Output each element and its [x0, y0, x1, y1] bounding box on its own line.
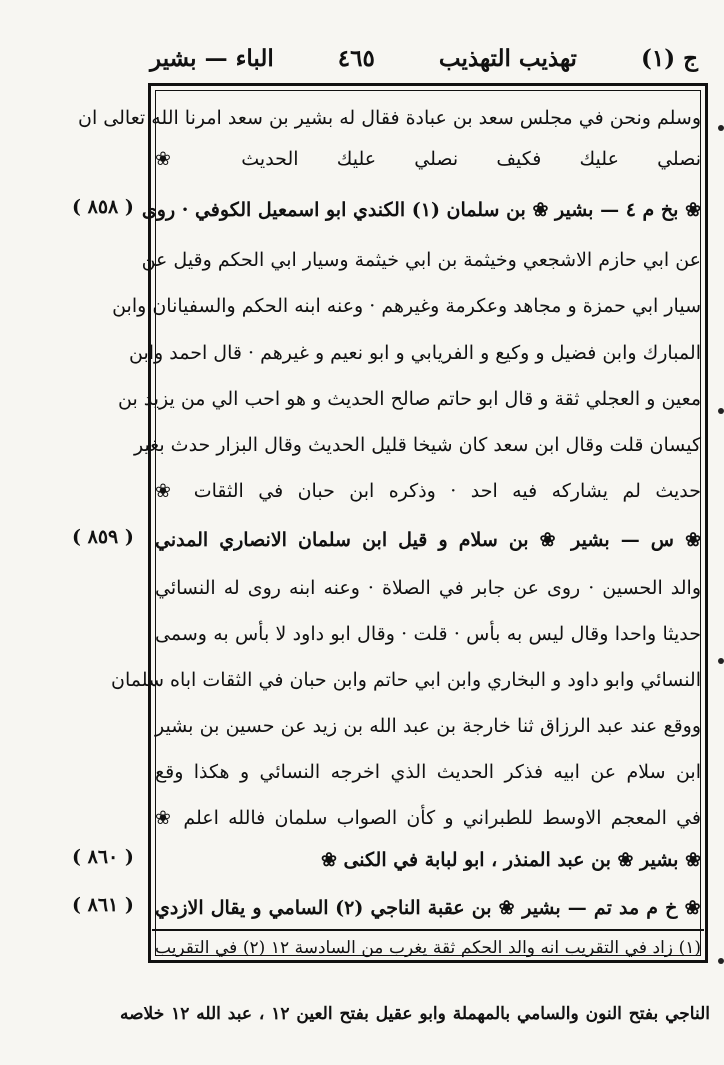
text-line: في المعجم الاوسط للطبراني و كأن الصواب سلمان فالله اعلم ❀: [155, 807, 701, 829]
entry-number: ( ٨٦١ ): [72, 894, 134, 916]
text-line: حديث لم يشاركه فيه احد · وذكره ابن حبان في الثقات ❀: [155, 480, 701, 502]
text-line: وسلم ونحن في مجلس سعد بن عبادة فقال له بشير بن سعد امرنا الله تعالى ان: [78, 107, 701, 129]
footnote-line: الناجي بفتح النون والسامي بالمهملة وابو عقيل بفتح العين ١٢ ، عبد الله ١٢ خلاصه: [120, 1004, 710, 1024]
text-line: النسائي وابو داود و البخاري وابن ابي حاتم وابن حبان في الثقات اباه سلمان: [111, 669, 701, 691]
margin-mark: [718, 125, 724, 131]
entry-number: ( ٨٦٠ ): [72, 846, 134, 868]
margin-mark: [718, 958, 724, 964]
text-line: معين و العجلي ثقة و قال ابو حاتم صالح الحديث و هو احب الي من يزيد بن: [117, 388, 701, 410]
text-line: والد الحسين · روى عن جابر في الصلاة · وعنه ابنه روى له النسائي: [155, 577, 701, 599]
text-line: المبارك وابن فضيل و وكيع و الفريابي و ابو نعيم و غيرهم · قال احمد وابن: [129, 342, 701, 364]
text-line: ووقع عند عبد الرزاق ثنا خارجة بن عبد الله بن زيد عن حسين بن بشير: [155, 715, 701, 737]
page-number: ٤٦٥: [337, 44, 375, 72]
section-title: الباء — بشير: [150, 44, 274, 72]
footnote-divider: [152, 929, 704, 931]
margin-mark: [718, 408, 724, 414]
text-line: عن ابي حازم الاشجعي وخيثمة بن ابي خيثمة وسيار ابي الحكم وقيل عن: [141, 249, 701, 271]
text-line: ابن سلام عن ابيه فذكر الحديث الذي اخرجه النسائي و هكذا وقع: [155, 761, 701, 783]
margin-mark: [718, 658, 724, 664]
text-line: نصلي عليك فكيف نصلي عليك الحديث ❀: [155, 148, 701, 170]
entry-heading: ❀ س — بشير ❀ بن سلام و قيل ابن سلمان الانصاري المدني: [155, 529, 701, 551]
footnote-line: (١) زاد في التقريب انه والد الحكم ثقة يغرب من السادسة ١٢ (٢) في التقريب: [155, 938, 701, 958]
text-line: سيار ابي حمزة و مجاهد وعكرمة وغيرهم · وعنه ابنه الحكم والسفيانان وابن: [112, 295, 701, 317]
volume-label: ج (١): [641, 44, 698, 72]
book-title: تهذيب التهذيب: [438, 44, 577, 72]
entry-heading: ❀ خ م مد تم — بشير ❀ بن عقبة الناجي (٢) السامي و يقال الازدي: [155, 897, 702, 919]
entry-number: ( ٨٥٨ ): [72, 196, 134, 218]
text-line: كيسان قلت وقال ابن سعد كان شيخا قليل الحديث وقال البزار حدث بغير: [133, 434, 701, 456]
text-line: حديثا واحدا وقال ليس به بأس · قلت · وقال ابو داود لا بأس به وسمى: [155, 623, 701, 645]
entry-number: ( ٨٥٩ ): [72, 526, 134, 548]
running-header: [150, 38, 698, 78]
entry-heading: ❀ بخ م ٤ — بشير ❀ بن سلمان (١) الكندي ابو اسمعيل الكوفي · روى: [141, 199, 701, 221]
entry-heading: ❀ بشير ❀ بن عبد المنذر ، ابو لبابة في الكنى ❀: [320, 849, 701, 871]
